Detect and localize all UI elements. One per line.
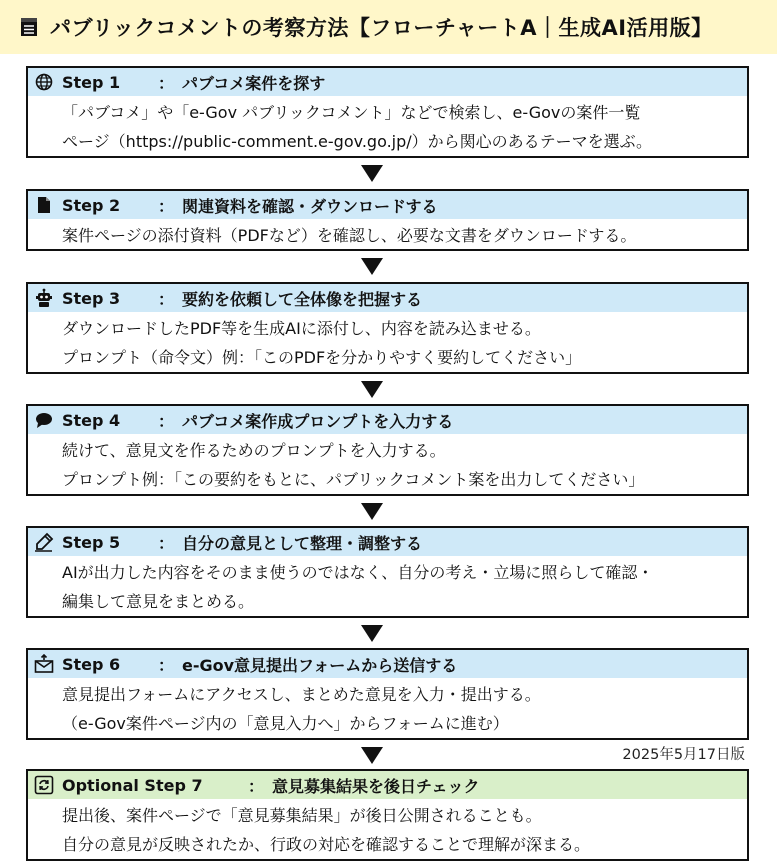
step-1-body — [28, 96, 747, 156]
step-4-label: Step 4 — [62, 410, 121, 430]
step-2-line-1: 案件ページの添付資料（PDFなど）を確認し、必要な文書をダウンロードする。 — [62, 226, 637, 245]
step-3-colon: ： — [158, 289, 175, 309]
notepad-icon — [18, 16, 40, 38]
step-3-label: Step 3 — [62, 288, 121, 308]
title-bar — [0, 0, 777, 54]
step-6-title: e-Gov意見提出フォームから送信する — [182, 655, 458, 675]
step-1-header — [28, 68, 747, 96]
step-1-colon: ： — [158, 73, 175, 93]
step-2-body — [28, 219, 747, 250]
globe-icon — [34, 72, 54, 92]
step-6-label: Step 6 — [62, 654, 121, 674]
step-5-title: 自分の意見として整理・調整する — [182, 533, 423, 553]
step-3-header — [28, 284, 747, 312]
flow-arrow-3 — [361, 381, 383, 398]
step-7-body — [28, 799, 747, 859]
step-1-title: パブコメ案件を探す — [182, 73, 326, 93]
step-1-line-1: 「パブコメ」や「e-Gov パブリックコメント」などで検索し、e-Govの案件一覧 — [62, 103, 641, 122]
step-7-line-2: 自分の意見が反映されたか、行政の対応を確認することで理解が深まる。 — [62, 835, 591, 854]
step-2-box — [26, 189, 749, 251]
step-7-header — [28, 771, 747, 799]
step-2-header — [28, 191, 747, 219]
step-4-colon: ： — [158, 411, 175, 431]
step-3-line-2: プロンプト（命令文）例：「このPDFを分かりやすく要約してください」 — [62, 348, 582, 367]
envelope-icon — [34, 654, 54, 674]
step-5-label: Step 5 — [62, 532, 121, 552]
step-4-header — [28, 406, 747, 434]
document-icon — [34, 195, 54, 215]
step-3-box — [26, 282, 749, 374]
flow-arrow-5 — [361, 625, 383, 642]
step-2-colon: ： — [158, 196, 175, 216]
step-6-line-2: （e-Gov案件ページ内の「意見入力へ」からフォームに進む） — [62, 714, 509, 733]
step-2-title: 関連資料を確認・ダウンロードする — [182, 196, 438, 216]
step-4-title: パブコメ案作成プロンプトを入力する — [182, 411, 454, 431]
step-5-colon: ： — [158, 533, 175, 553]
step-5-header — [28, 528, 747, 556]
flow-arrow-6 — [361, 747, 383, 764]
step-1-box — [26, 66, 749, 158]
step-5-box — [26, 526, 749, 618]
step-5-line-1: AIが出力した内容をそのまま使うのではなく、自分の考え・立場に照らして確認・ — [62, 563, 654, 582]
speech-bubble-icon — [34, 410, 54, 430]
step-6-body — [28, 678, 747, 738]
step-6-box — [26, 648, 749, 740]
robot-icon — [34, 288, 54, 308]
refresh-icon — [34, 775, 54, 795]
step-5-body — [28, 556, 747, 616]
flow-arrow-4 — [361, 503, 383, 520]
step-7-colon: ： — [248, 776, 265, 796]
step-6-line-1: 意見提出フォームにアクセスし、まとめた意見を入力・提出する。 — [62, 685, 541, 704]
step-5-line-2: 編集して意見をまとめる。 — [62, 592, 255, 611]
step-1-label: Step 1 — [62, 72, 121, 92]
step-6-header — [28, 650, 747, 678]
step-3-title: 要約を依頼して全体像を把握する — [182, 289, 423, 309]
step-3-line-1: ダウンロードしたPDF等を生成AIに添付し、内容を読み込ませる。 — [62, 319, 541, 338]
flow-arrow-1 — [361, 165, 383, 182]
pencil-icon — [34, 532, 54, 552]
step-2-label: Step 2 — [62, 195, 121, 215]
step-7-box — [26, 769, 749, 861]
step-6-colon: ： — [158, 655, 175, 675]
step-7-label: Optional Step 7 — [62, 775, 203, 795]
step-4-box — [26, 404, 749, 496]
step-1-line-2: ページ（https://public-comment.e-gov.go.jp/）から関心のあるテーマを選ぶ。 — [62, 132, 652, 151]
page-title: パブリックコメントの考察方法【フローチャートA｜生成AI活用版】 — [50, 16, 713, 40]
version-date: 2025年5月17日版 — [622, 747, 745, 763]
step-4-line-2: プロンプト例：「この要約をもとに、パブリックコメント案を出力してください」 — [62, 470, 645, 489]
step-7-title: 意見募集結果を後日チェック — [272, 776, 480, 796]
step-3-body — [28, 312, 747, 372]
step-4-line-1: 続けて、意見文を作るためのプロンプトを入力する。 — [62, 441, 446, 460]
flow-arrow-2 — [361, 258, 383, 275]
step-4-body — [28, 434, 747, 494]
step-7-line-1: 提出後、案件ページで「意見募集結果」が後日公開されることも。 — [62, 806, 542, 825]
